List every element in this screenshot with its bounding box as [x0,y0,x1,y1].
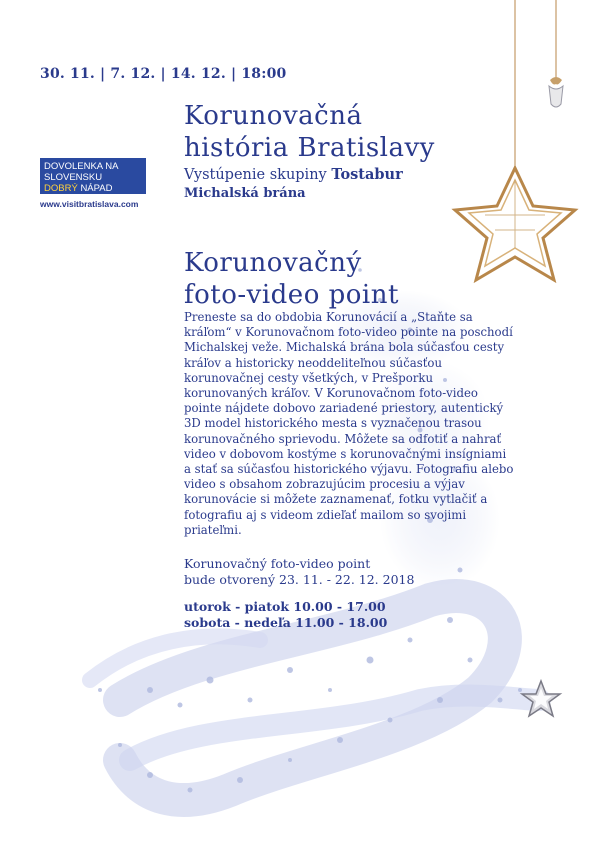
opening-info-line1: Korunovačný foto-video point [184,556,371,571]
photo-point-description: Preneste sa do obdobia Korunovácií a „Staňte sa kráľom“ v Korunovačnom foto-video pointe na poschodí Michalskej veže. Michalská brána bola súčasťou cesty kráľov a historicky neoddeliteľnou súčasťou korunovačnej cesty všetkých, v Prešporku korunovaných kráľov. V Korunovačnom foto-video pointe nájdete dobovo zariadené priestory, autentický 3D model historického mesta s vyznačenou trasou korunovačného sprievodu. Môžete sa odfotiť a nahrať video v dobovom kostýme s korunovačnými insígniami a stať sa súčasťou historického výjavu. Fotografiu alebo video s obsahom zobrazujúcim procesiu a výjav korunovácie si môžete zaznamenať, fotku vytlačiť a fotografiu aj s videom zdieľať mailom so svojimi priateľmi. [184,310,514,537]
logo-line1: DOVOLENKA NA [44,161,119,172]
opening-hours-weekend: sobota - nedeľa 11.00 - 18.00 [184,615,388,630]
event-title-line2: história Bratislavy [184,133,435,163]
logo-line3b: NÁPAD [80,183,113,194]
photo-point-title-line2: foto-video point [184,280,399,310]
logo-line2: SLOVENSKU [44,172,103,183]
event-dates: 30. 11. | 7. 12. | 14. 12. | 18:00 [40,66,287,82]
logo-line3a: DOBRÝ [44,183,78,194]
opening-info-line2: bude otvorený 23. 11. - 22. 12. 2018 [184,572,415,587]
event-venue: Michalská brána [184,186,306,201]
subtitle-prefix: Vystúpenie skupiny [184,167,332,183]
event-title [184,100,435,164]
subtitle-group: Tostabur [331,166,403,183]
website-link[interactable]: www.visitbratislava.com [40,199,139,209]
event-title-line1: Korunovačná [184,101,363,131]
event-subtitle [184,166,403,183]
photo-point-title [184,247,399,311]
visit-slovakia-logo [40,158,146,194]
opening-hours-weekday: utorok - piatok 10.00 - 17.00 [184,599,386,614]
photo-point-title-line1: Korunovačný [184,248,362,278]
